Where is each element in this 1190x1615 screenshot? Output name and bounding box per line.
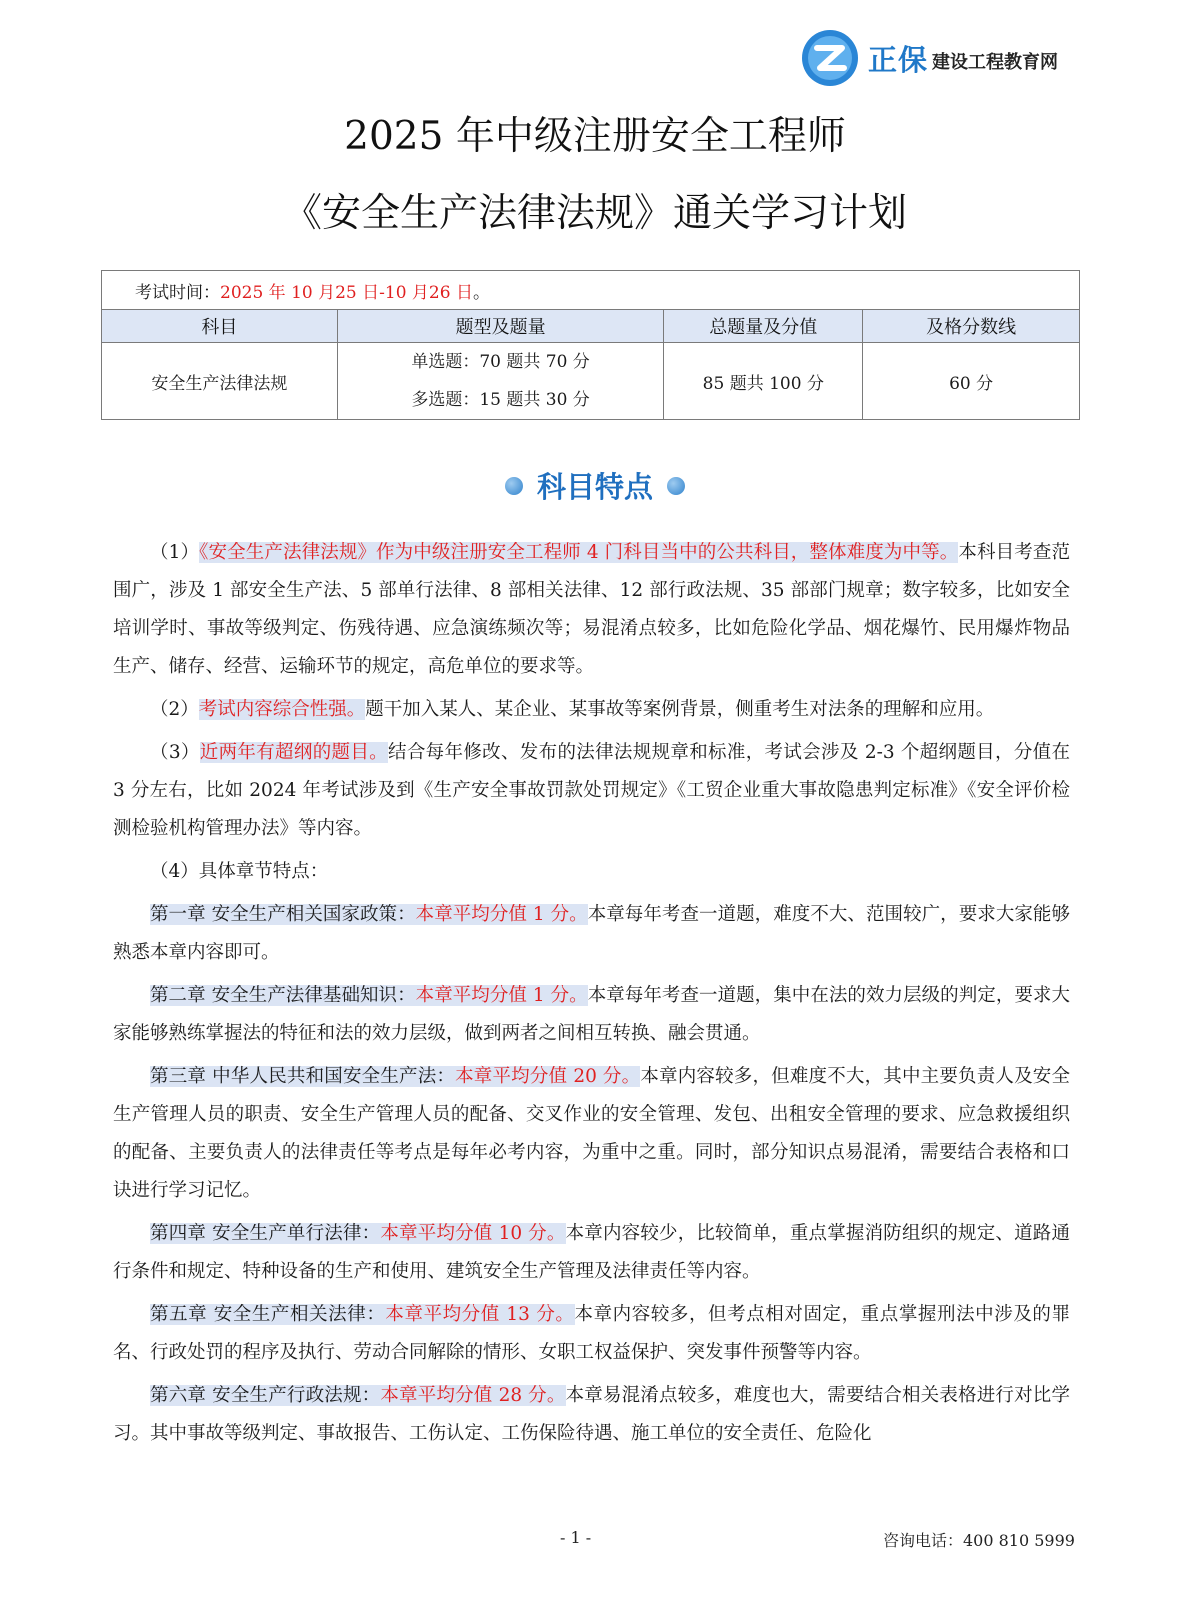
chapter-2-score: 本章平均分值 1 分。: [415, 985, 588, 1006]
exam-time-row: [102, 271, 1080, 310]
paragraph-1: [113, 534, 1070, 686]
chapter-5: [113, 1296, 1070, 1372]
exam-info-table: [101, 270, 1080, 420]
chapter-1: [113, 896, 1070, 972]
p1-text: 本科目考查范围广，涉及 1 部安全生产法、5 部单行法律、8 部相关法律、12 部行政法规、35 部部门规章；数字较多，比如安全培训学时、事故等级判定、伤残待遇、应急演练频次等；易混淆点较多，比如危险化学品、烟花爆竹、民用爆炸物品生产、储存、经营、运输环节的规定，高危单位的要求等。: [113, 542, 1070, 677]
chapter-2-text: 本章每年考查一道题，集中在法的效力层级的判定，要求大家能够熟练掌握法的特征和法的效力层级，做到两者之间相互转换、融会贯通。: [113, 985, 1070, 1044]
chapter-4-name: 第四章 安全生产单行法律：: [150, 1223, 381, 1244]
chapter-1-name: 第一章 安全生产相关国家政策：: [150, 904, 416, 925]
chapter-4-text: 本章内容较少，比较简单，重点掌握消防组织的规定、道路通行条件和规定、特种设备的生产和使用、建筑安全生产管理及法律责任等内容。: [113, 1223, 1070, 1282]
chapter-3-name: 第三章 中华人民共和国安全生产法：: [150, 1066, 456, 1087]
page-title-line2: 《安全生产法律法规》通关学习计划: [282, 191, 907, 236]
header-subject: 科目: [102, 310, 338, 343]
paragraph-3: [113, 734, 1070, 848]
cell-subject: 安全生产法律法规: [102, 343, 338, 420]
header-question-type: 题型及题量: [337, 310, 664, 343]
chapter-3-score: 本章平均分值 20 分。: [455, 1066, 641, 1087]
p3-text: 结合每年修改、发布的法律法规规章和标准，考试会涉及 2-3 个超纲题目，分值在 3 分左右，比如 2024 年考试涉及到《生产安全事故罚款处罚规定》《工贸企业重大事故隐患判定标准》《安全评价检测检验机构管理办法》等内容。: [113, 742, 1070, 839]
chapter-5-text: 本章内容较多，但考点相对固定，重点掌握刑法中涉及的罪名、行政处罚的程序及执行、劳动合同解除的情形、女职工权益保护、突发事件预警等内容。: [113, 1304, 1070, 1363]
p3-highlight: 近两年有超纲的题目。: [199, 742, 389, 763]
brand-logo: [800, 26, 1058, 90]
cell-pass-line: 60 分: [863, 343, 1080, 420]
chapter-4: [113, 1215, 1070, 1291]
chapter-5-name: 第五章 安全生产相关法律：: [150, 1304, 386, 1325]
exam-time-value: 2025 年 10 月25 日-10 月26 日: [220, 282, 473, 303]
header-total: 总题量及分值: [664, 310, 863, 343]
zhengbao-logo-icon: [800, 28, 860, 88]
p2-text: 题干加入某人、某企业、某事故等案例背景，侧重考生对法条的理解和应用。: [365, 699, 995, 720]
p2-highlight: 考试内容综合性强。: [198, 699, 366, 720]
p3-prefix: （3）: [150, 742, 200, 763]
bullet-dot-icon: [667, 477, 685, 495]
chapter-3: [113, 1058, 1070, 1210]
paragraph-2: [113, 691, 1070, 729]
bullet-dot-icon: [505, 477, 523, 495]
p1-prefix: （1）: [150, 542, 200, 563]
chapter-3-text: 本章内容较多，但难度不大，其中主要负责人及安全生产管理人员的职责、安全生产管理人员的配备、交叉作业的安全管理、发包、出租安全管理的要求、应急救援组织的配备、主要负责人的法律责任等考点是每年必考内容，为重中之重。同时，部分知识点易混淆，需要结合表格和口诀进行学习记忆。: [113, 1066, 1070, 1201]
multi-choice-text: 多选题：15 题共 30 分: [411, 390, 590, 410]
chapter-2: [113, 977, 1070, 1053]
contact-phone: 咨询电话：400 810 5999: [883, 1531, 1075, 1550]
single-choice-text: 单选题：70 题共 70 分: [411, 352, 590, 372]
page-title-line1: 2025 年中级注册安全工程师: [344, 114, 846, 159]
exam-time-end: 。: [472, 282, 490, 303]
header-pass-line: 及格分数线: [863, 310, 1080, 343]
page-number: - 1 -: [560, 1528, 592, 1547]
p1-highlight: 《安全生产法律法规》作为中级注册安全工程师 4 门科目当中的公共科目，整体难度为中等。: [199, 542, 959, 563]
p2-prefix: （2）: [150, 699, 199, 720]
table-header-row: [102, 310, 1080, 343]
table-row: [102, 343, 1080, 420]
main-content: [113, 534, 1070, 1458]
logo-brand-text: 正保: [868, 42, 929, 77]
chapter-6-name: 第六章 安全生产行政法规：: [150, 1385, 381, 1406]
chapter-4-score: 本章平均分值 10 分。: [380, 1223, 566, 1244]
chapter-1-score: 本章平均分值 1 分。: [415, 904, 588, 925]
chapter-2-name: 第二章 安全生产法律基础知识：: [150, 985, 416, 1006]
logo-sub-text: 建设工程教育网: [932, 52, 1059, 73]
paragraph-4: （4）具体章节特点：: [150, 861, 329, 882]
chapter-5-score: 本章平均分值 13 分。: [385, 1304, 575, 1325]
exam-time-label: 考试时间：: [135, 282, 220, 303]
section-heading: [0, 465, 1190, 506]
chapter-1-text: 本章每年考查一道题，难度不大、范围较广，要求大家能够熟悉本章内容即可。: [113, 904, 1070, 963]
chapter-6-text: 本章易混淆点较多，难度也大，需要结合相关表格进行对比学习。其中事故等级判定、事故报告、工伤认定、工伤保险待遇、施工单位的安全责任、危险化: [113, 1385, 1070, 1444]
section-title: 科目特点: [536, 470, 653, 504]
cell-question-type: [337, 343, 664, 420]
chapter-6-score: 本章平均分值 28 分。: [380, 1385, 566, 1406]
chapter-6: [113, 1377, 1070, 1453]
cell-total: 85 题共 100 分: [664, 343, 863, 420]
